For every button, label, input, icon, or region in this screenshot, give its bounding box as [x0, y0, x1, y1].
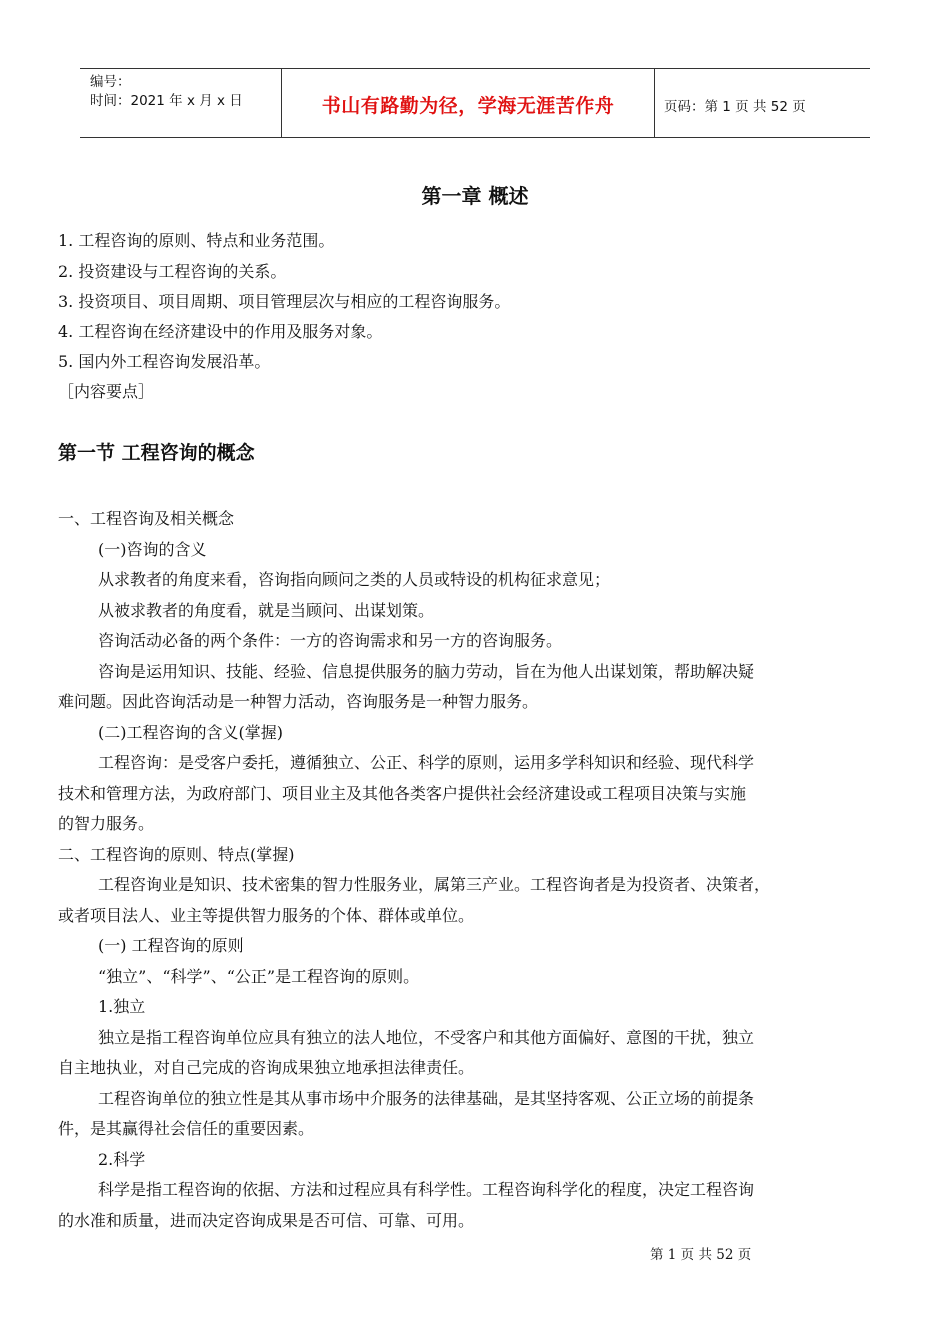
chapter-title: 第一章 概述 — [421, 184, 529, 208]
heading-level1: 二、工程咨询的原则、特点(掌握) — [58, 845, 295, 864]
heading-level2: (一)咨询的含义 — [98, 540, 207, 559]
outline-item: 3. 投资项目、项目周期、项目管理层次与相应的工程咨询服务。 — [58, 292, 511, 311]
heading-level3: 1.独立 — [98, 997, 146, 1016]
content-points-label: ［内容要点］ — [58, 382, 155, 401]
heading-level2: (二)工程咨询的含义(掌握) — [98, 723, 283, 742]
paragraph-line: 从求教者的角度来看，咨询指向顾问之类的人员或特设的机构征求意见； — [98, 570, 611, 589]
paragraph-line: “独立”、“科学”、“公正”是工程咨询的原则。 — [98, 967, 420, 986]
paragraph-line: 工程咨询：是受客户委托，遵循独立、公正、科学的原则，运用多学科知识和经验、现代科学 — [98, 753, 755, 772]
paragraph-line: 独立是指工程咨询单位应具有独立的法人地位，不受客户和其他方面偏好、意图的干扰，独立 — [98, 1028, 755, 1047]
header-meta — [90, 73, 243, 111]
paragraph-line: 技术和管理方法，为政府部门、项目业主及其他各类客户提供社会经济建设或工程项目决策与实施 — [58, 784, 747, 803]
paragraph-line: 自主地执业，对自己完成的咨询成果独立地承担法律责任。 — [58, 1058, 475, 1077]
outline-item: 2. 投资建设与工程咨询的关系。 — [58, 262, 287, 281]
heading-level2: (一) 工程咨询的原则 — [98, 936, 244, 955]
paragraph-line: 工程咨询业是知识、技术密集的智力性服务业，属第三产业。工程咨询者是为投资者、决策者， — [98, 875, 771, 894]
header-divider — [654, 69, 655, 137]
paragraph-line: 工程咨询单位的独立性是其从事市场中介服务的法律基础，是其坚持客观、公正立场的前提条 — [98, 1089, 755, 1108]
heading-level1: 一、工程咨询及相关概念 — [58, 509, 235, 528]
date-label: 时间：2021 年 x 月 x 日 — [90, 93, 243, 109]
number-label: 编号： — [90, 74, 131, 90]
page-footer: 第 1 页 共 52 页 — [650, 1247, 752, 1263]
header-motto: 书山有路勤为径，学海无涯苦作舟 — [321, 95, 615, 117]
outline-item: 1. 工程咨询的原则、特点和业务范围。 — [58, 231, 335, 250]
paragraph-line: 的智力服务。 — [58, 814, 155, 833]
section-title: 第一节 工程咨询的概念 — [58, 442, 255, 464]
heading-level3: 2.科学 — [98, 1150, 146, 1169]
paragraph-line: 科学是指工程咨询的依据、方法和过程应具有科学性。工程咨询科学化的程度，决定工程咨询 — [98, 1180, 755, 1199]
outline-item: 5. 国内外工程咨询发展沿革。 — [58, 352, 271, 371]
outline-item: 4. 工程咨询在经济建设中的作用及服务对象。 — [58, 322, 383, 341]
page-header — [80, 68, 870, 138]
paragraph-line: 或者项目法人、业主等提供智力服务的个体、群体或单位。 — [58, 906, 475, 925]
header-page-code: 页码：第 1 页 共 52 页 — [664, 99, 806, 115]
paragraph-line: 难问题。因此咨询活动是一种智力活动，咨询服务是一种智力服务。 — [58, 692, 539, 711]
paragraph-line: 咨询是运用知识、技能、经验、信息提供服务的脑力劳动，旨在为他人出谋划策，帮助解决疑 — [98, 662, 755, 681]
paragraph-line: 咨询活动必备的两个条件：一方的咨询需求和另一方的咨询服务。 — [98, 631, 563, 650]
paragraph-line: 从被求教者的角度看，就是当顾问、出谋划策。 — [98, 601, 435, 620]
paragraph-line: 的水准和质量，进而决定咨询成果是否可信、可靠、可用。 — [58, 1211, 475, 1230]
paragraph-line: 件，是其赢得社会信任的重要因素。 — [58, 1119, 315, 1138]
